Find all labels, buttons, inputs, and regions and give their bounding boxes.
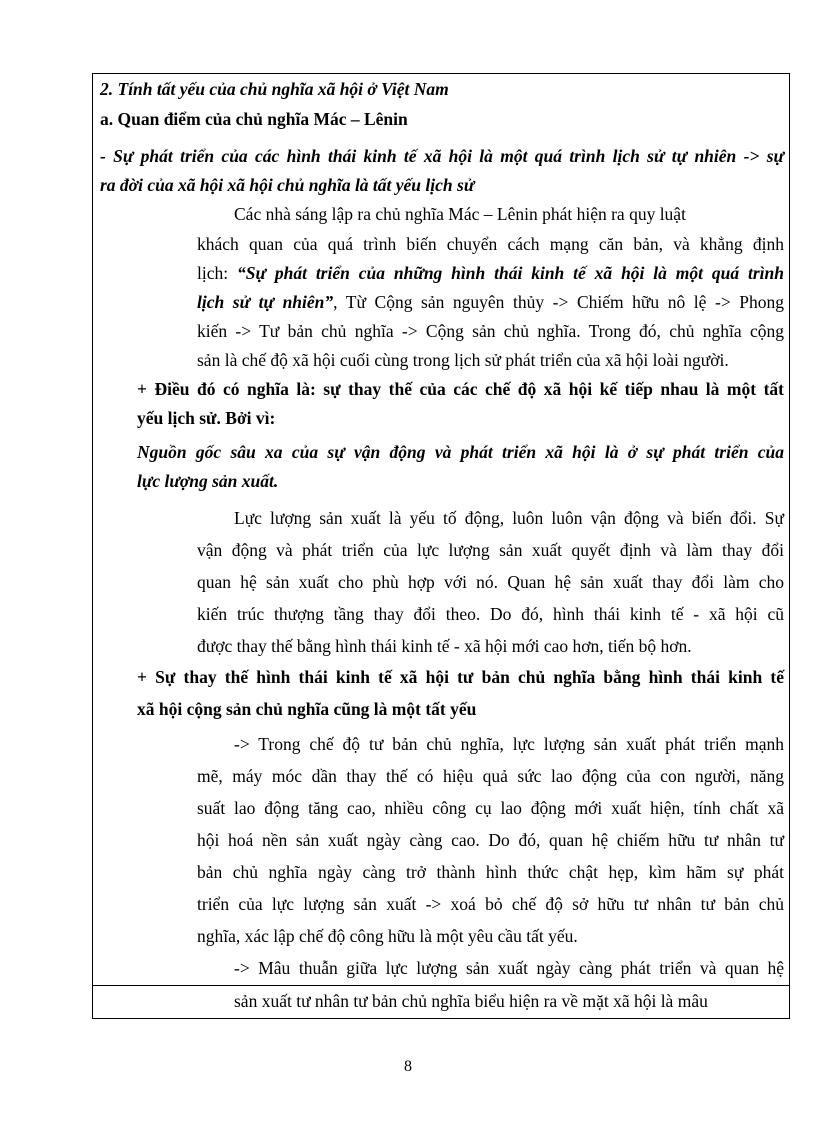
point2-line1: + Điều đó có nghĩa là: sự thay thế của các chế độ xã hội kế tiếp nhau là một tất	[137, 379, 784, 399]
para1-line1: Các nhà sáng lập ra chủ nghĩa Mác – Lênin phát hiện ra quy luật	[234, 204, 686, 224]
para3-line3: suất lao động tăng cao, nhiều công cụ lao động mới xuất hiện, tính chất xã	[197, 798, 784, 818]
section-heading-2: 2. Tính tất yếu của chủ nghĩa xã hội ở Việt Nam	[100, 79, 449, 99]
para4-continuation: sản xuất tư nhân tư bản chủ nghĩa biểu hiện ra về mặt xã hội là mâu	[234, 991, 708, 1011]
para3-line5: bản chủ nghĩa ngày càng trở thành hình thức chật hẹp, kìm hãm sự phát	[197, 862, 784, 882]
point3-line1: + Sự thay thế hình thái kinh tế xã hội tư bản chủ nghĩa bằng hình thái kinh tế	[137, 667, 784, 687]
para3-line2: mẽ, máy móc dần thay thế có hiệu quả sức lao động của con người, năng	[197, 766, 784, 786]
para4-line1: -> Mâu thuẫn giữa lực lượng sản xuất ngày càng phát triển và quan hệ	[234, 958, 784, 978]
para2-line5: được thay thế bằng hình thái kinh tế - xã hội mới cao hơn, tiến bộ hơn.	[197, 636, 692, 656]
para1-quote-start: “Sự phát triển của những hình thái kinh tế xã hội là một quá trình	[237, 263, 785, 283]
para1-line4-rest: , Từ Cộng sản nguyên thủy -> Chiếm hữu nô lệ -> Phong	[333, 292, 784, 312]
para3-line4: hội hoá nền sản xuất ngày càng cao. Do đó, quan hệ chiếm hữu tư nhân tư	[197, 830, 784, 850]
para1-quote-end: lịch sử tự nhiên”	[197, 292, 334, 312]
para1-line6: sản là chế độ xã hội cuối cùng trong lịch sử phát triển của xã hội loài người.	[197, 350, 729, 370]
para1-line2: khách quan của quá trình biến chuyển cách mạng căn bản, và khẳng định	[197, 234, 784, 254]
para2-line4: kiến trúc thượng tầng thay đổi theo. Do đó, hình thái kinh tế - xã hội cũ	[197, 604, 784, 624]
point3-line2: xã hội cộng sản chủ nghĩa cũng là một tất yếu	[137, 699, 477, 719]
para1-line3	[197, 262, 784, 284]
para2-line1: Lực lượng sản xuất là yếu tố động, luôn luôn vận động và biến đổi. Sự	[234, 508, 784, 528]
para1-line5: kiến -> Tư bản chủ nghĩa -> Cộng sản chủ nghĩa. Trong đó, chủ nghĩa cộng	[197, 321, 784, 341]
para3-line6: triển của lực lượng sản xuất -> xoá bỏ chế độ sở hữu tư nhân tư bản chủ	[197, 894, 784, 914]
reason-line1: Nguồn gốc sâu xa của sự vận động và phát triển xã hội là ở sự phát triển của	[137, 442, 784, 462]
point1-line2: ra đời của xã hội xã hội chủ nghĩa là tất yếu lịch sử	[100, 175, 475, 195]
para2-line2: vận động và phát triển của lực lượng sản xuất quyết định và làm thay đổi	[197, 540, 784, 560]
subheading-a: a. Quan điểm của chủ nghĩa Mác – Lênin	[100, 109, 408, 129]
page-number: 8	[404, 1058, 412, 1075]
point1-line1: - Sự phát triển của các hình thái kinh tế xã hội là một quá trình lịch sử tự nhiên -> sự	[100, 146, 784, 166]
para3-line7: nghĩa, xác lập chế độ công hữu là một yêu cầu tất yếu.	[197, 926, 578, 946]
para3-line1: -> Trong chế độ tư bản chủ nghĩa, lực lượng sản xuất phát triển mạnh	[234, 734, 784, 754]
para1-line3-prefix: lịch:	[197, 263, 237, 283]
para2-line3: quan hệ sản xuất cho phù hợp với nó. Quan hệ sản xuất thay đổi làm cho	[197, 572, 784, 592]
section-divider	[92, 985, 790, 986]
reason-line2: lực lượng sản xuất.	[137, 471, 279, 491]
point2-line2: yếu lịch sử. Bởi vì:	[137, 408, 276, 428]
para1-line4	[197, 291, 784, 313]
